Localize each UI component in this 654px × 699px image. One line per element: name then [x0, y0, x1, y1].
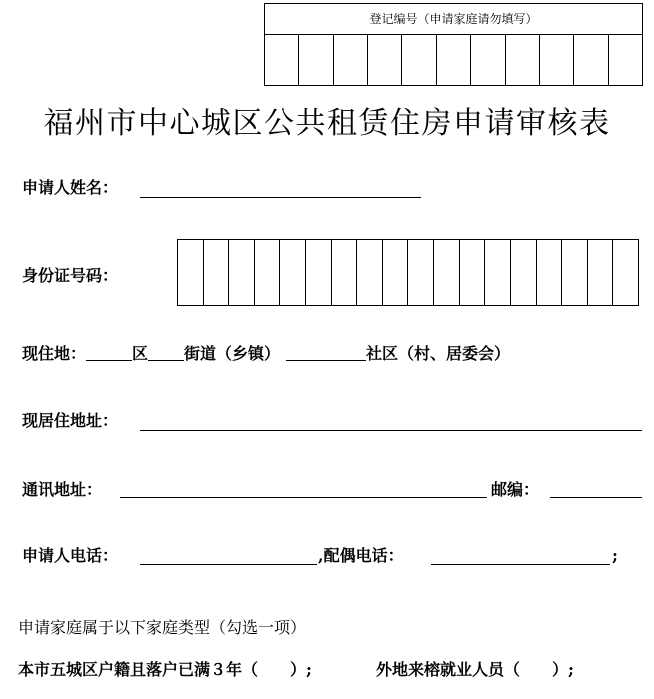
registration-number-cells	[265, 35, 642, 85]
id-number-cells[interactable]	[177, 239, 639, 306]
registration-number-cell[interactable]	[506, 35, 540, 85]
residence-community-suffix: 社区（村、居委会）	[366, 344, 511, 363]
id-number-cell[interactable]	[255, 240, 281, 305]
form-title: 福州市中心城区公共租赁住房申请审核表	[43, 106, 611, 141]
spouse-phone-field[interactable]	[431, 564, 610, 565]
residence-street-suffix: 街道（乡镇）	[184, 344, 281, 363]
postcode-field[interactable]	[550, 497, 642, 498]
registration-number-cell[interactable]	[471, 35, 505, 85]
residence-community-field[interactable]	[286, 360, 366, 361]
household-type-prompt: 申请家庭属于以下家庭类型（勾选一项）	[18, 618, 307, 637]
id-number-cell[interactable]	[511, 240, 537, 305]
registration-number-cell[interactable]	[437, 35, 471, 85]
id-number-cell[interactable]	[613, 240, 638, 305]
registration-number-label: 登记编号（申请家庭请勿填写）	[265, 4, 642, 35]
mailing-address-field[interactable]	[120, 497, 487, 498]
id-number-cell[interactable]	[434, 240, 460, 305]
id-number-cell[interactable]	[357, 240, 383, 305]
phone-terminator: ;	[612, 546, 618, 565]
id-number-cell[interactable]	[562, 240, 588, 305]
spouse-phone-label: ,配偶电话：	[318, 546, 404, 565]
option-migrant-worker[interactable]: 外地来榕就业人员（ ）;	[376, 660, 574, 679]
applicant-phone-label: 申请人电话：	[22, 546, 119, 565]
registration-number-cell[interactable]	[368, 35, 402, 85]
id-number-cell[interactable]	[383, 240, 409, 305]
registration-number-box	[264, 3, 643, 86]
current-address-field[interactable]	[140, 430, 642, 431]
id-number-cell[interactable]	[280, 240, 306, 305]
mailing-address-label: 通讯地址：	[22, 480, 103, 499]
id-number-cell[interactable]	[204, 240, 230, 305]
applicant-name-field[interactable]	[140, 197, 421, 198]
residence-district-suffix: 区	[132, 344, 149, 363]
postcode-label: 邮编：	[491, 480, 540, 499]
residence-district-field[interactable]	[86, 360, 132, 361]
id-number-cell[interactable]	[588, 240, 614, 305]
registration-number-cell[interactable]	[574, 35, 608, 85]
registration-number-cell[interactable]	[299, 35, 333, 85]
registration-number-cell[interactable]	[402, 35, 436, 85]
registration-number-cell[interactable]	[540, 35, 574, 85]
applicant-name-label: 申请人姓名：	[22, 178, 119, 197]
id-number-label: 身份证号码：	[22, 266, 119, 285]
id-number-cell[interactable]	[229, 240, 255, 305]
residence-label: 现住地：	[22, 344, 87, 363]
id-number-cell[interactable]	[178, 240, 204, 305]
id-number-cell[interactable]	[332, 240, 358, 305]
current-address-label: 现居住地址：	[22, 411, 119, 430]
id-number-cell[interactable]	[306, 240, 332, 305]
residence-street-field[interactable]	[148, 360, 184, 361]
option-local-household[interactable]: 本市五城区户籍且落户已满３年（ ）;	[18, 660, 312, 679]
id-number-cell[interactable]	[537, 240, 563, 305]
registration-number-cell[interactable]	[265, 35, 299, 85]
id-number-cell[interactable]	[408, 240, 434, 305]
registration-number-cell[interactable]	[609, 35, 642, 85]
residence-row	[22, 344, 510, 364]
applicant-phone-field[interactable]	[140, 564, 317, 565]
id-number-cell[interactable]	[485, 240, 511, 305]
id-number-cell[interactable]	[460, 240, 486, 305]
registration-number-cell[interactable]	[334, 35, 368, 85]
